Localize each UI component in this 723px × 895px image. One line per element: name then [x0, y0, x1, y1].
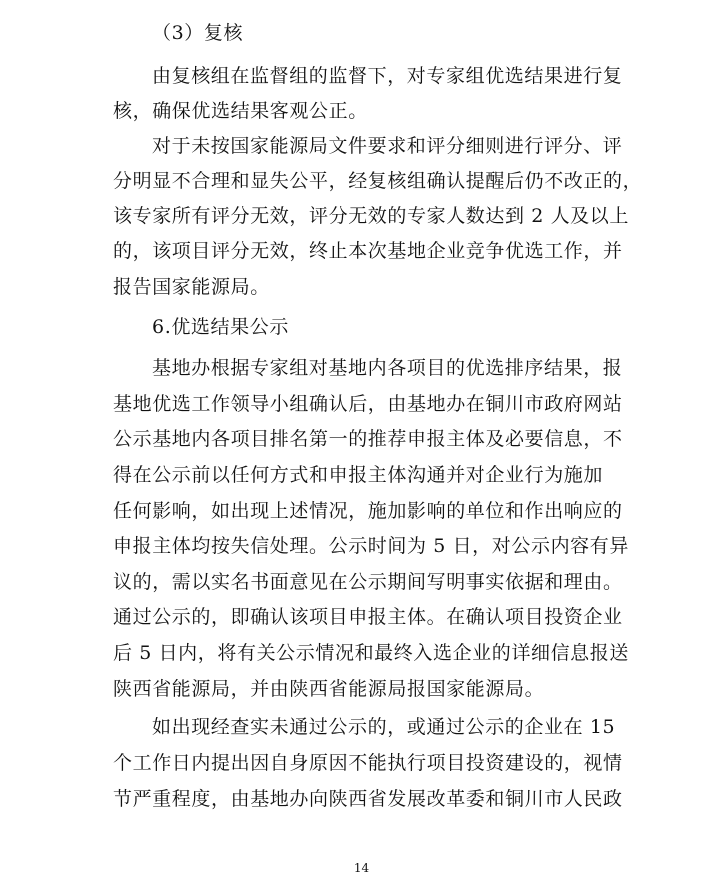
paragraph-4-line-2: 个工作日内提出因自身原因不能执行项目投资建设的，视情	[113, 752, 623, 774]
paragraph-3-line-10: 陕西省能源局，并由陕西省能源局报国家能源局。	[113, 678, 545, 700]
paragraph-3-line-4: 得在公示前以任何方式和申报主体沟通并对企业行为施加	[113, 464, 604, 486]
paragraph-3-line-5: 任何影响，如出现上述情况，施加影响的单位和作出响应的	[113, 500, 623, 522]
paragraph-2-line-2: 分明显不合理和显失公平，经复核组确认提醒后仍不改正的，	[113, 170, 643, 192]
paragraph-1-line-1: 由复核组在监督组的监督下，对专家组优选结果进行复	[152, 65, 623, 87]
page-number: 14	[353, 861, 370, 875]
section-heading-publicity: 6.优选结果公示	[152, 316, 289, 338]
paragraph-3-line-7: 议的，需以实名书面意见在公示期间写明事实依据和理由。	[113, 571, 623, 593]
paragraph-2-line-4: 的，该项目评分无效，终止本次基地企业竞争优选工作，并	[113, 240, 623, 262]
paragraph-3-line-9: 后 5 日内，将有关公示情况和最终入选企业的详细信息报送	[113, 642, 629, 664]
paragraph-3-line-2: 基地优选工作领导小组确认后，由基地办在铜川市政府网站	[113, 393, 623, 415]
paragraph-1-line-2: 核，确保优选结果客观公正。	[113, 100, 368, 122]
paragraph-3-line-6: 申报主体均按失信处理。公示时间为 5 日，对公示内容有异	[113, 535, 629, 557]
paragraph-3-line-1: 基地办根据专家组对基地内各项目的优选排序结果，报	[152, 357, 623, 379]
paragraph-2-line-5: 报告国家能源局。	[113, 276, 270, 298]
paragraph-4-line-3: 节严重程度，由基地办向陕西省发展改革委和铜川市人民政	[113, 788, 623, 810]
paragraph-3-line-8: 通过公示的，即确认该项目申报主体。在确认项目投资企业	[113, 606, 623, 628]
section-heading-review: （3）复核	[152, 22, 244, 44]
paragraph-4-line-1: 如出现经查实未通过公示的，或通过公示的企业在 15	[152, 716, 616, 738]
paragraph-2-line-1: 对于未按国家能源局文件要求和评分细则进行评分、评	[152, 135, 623, 157]
paragraph-2-line-3: 该专家所有评分无效，评分无效的专家人数达到 2 人及以上	[113, 205, 629, 227]
paragraph-3-line-3: 公示基地内各项目排名第一的推荐申报主体及必要信息，不	[113, 428, 623, 450]
